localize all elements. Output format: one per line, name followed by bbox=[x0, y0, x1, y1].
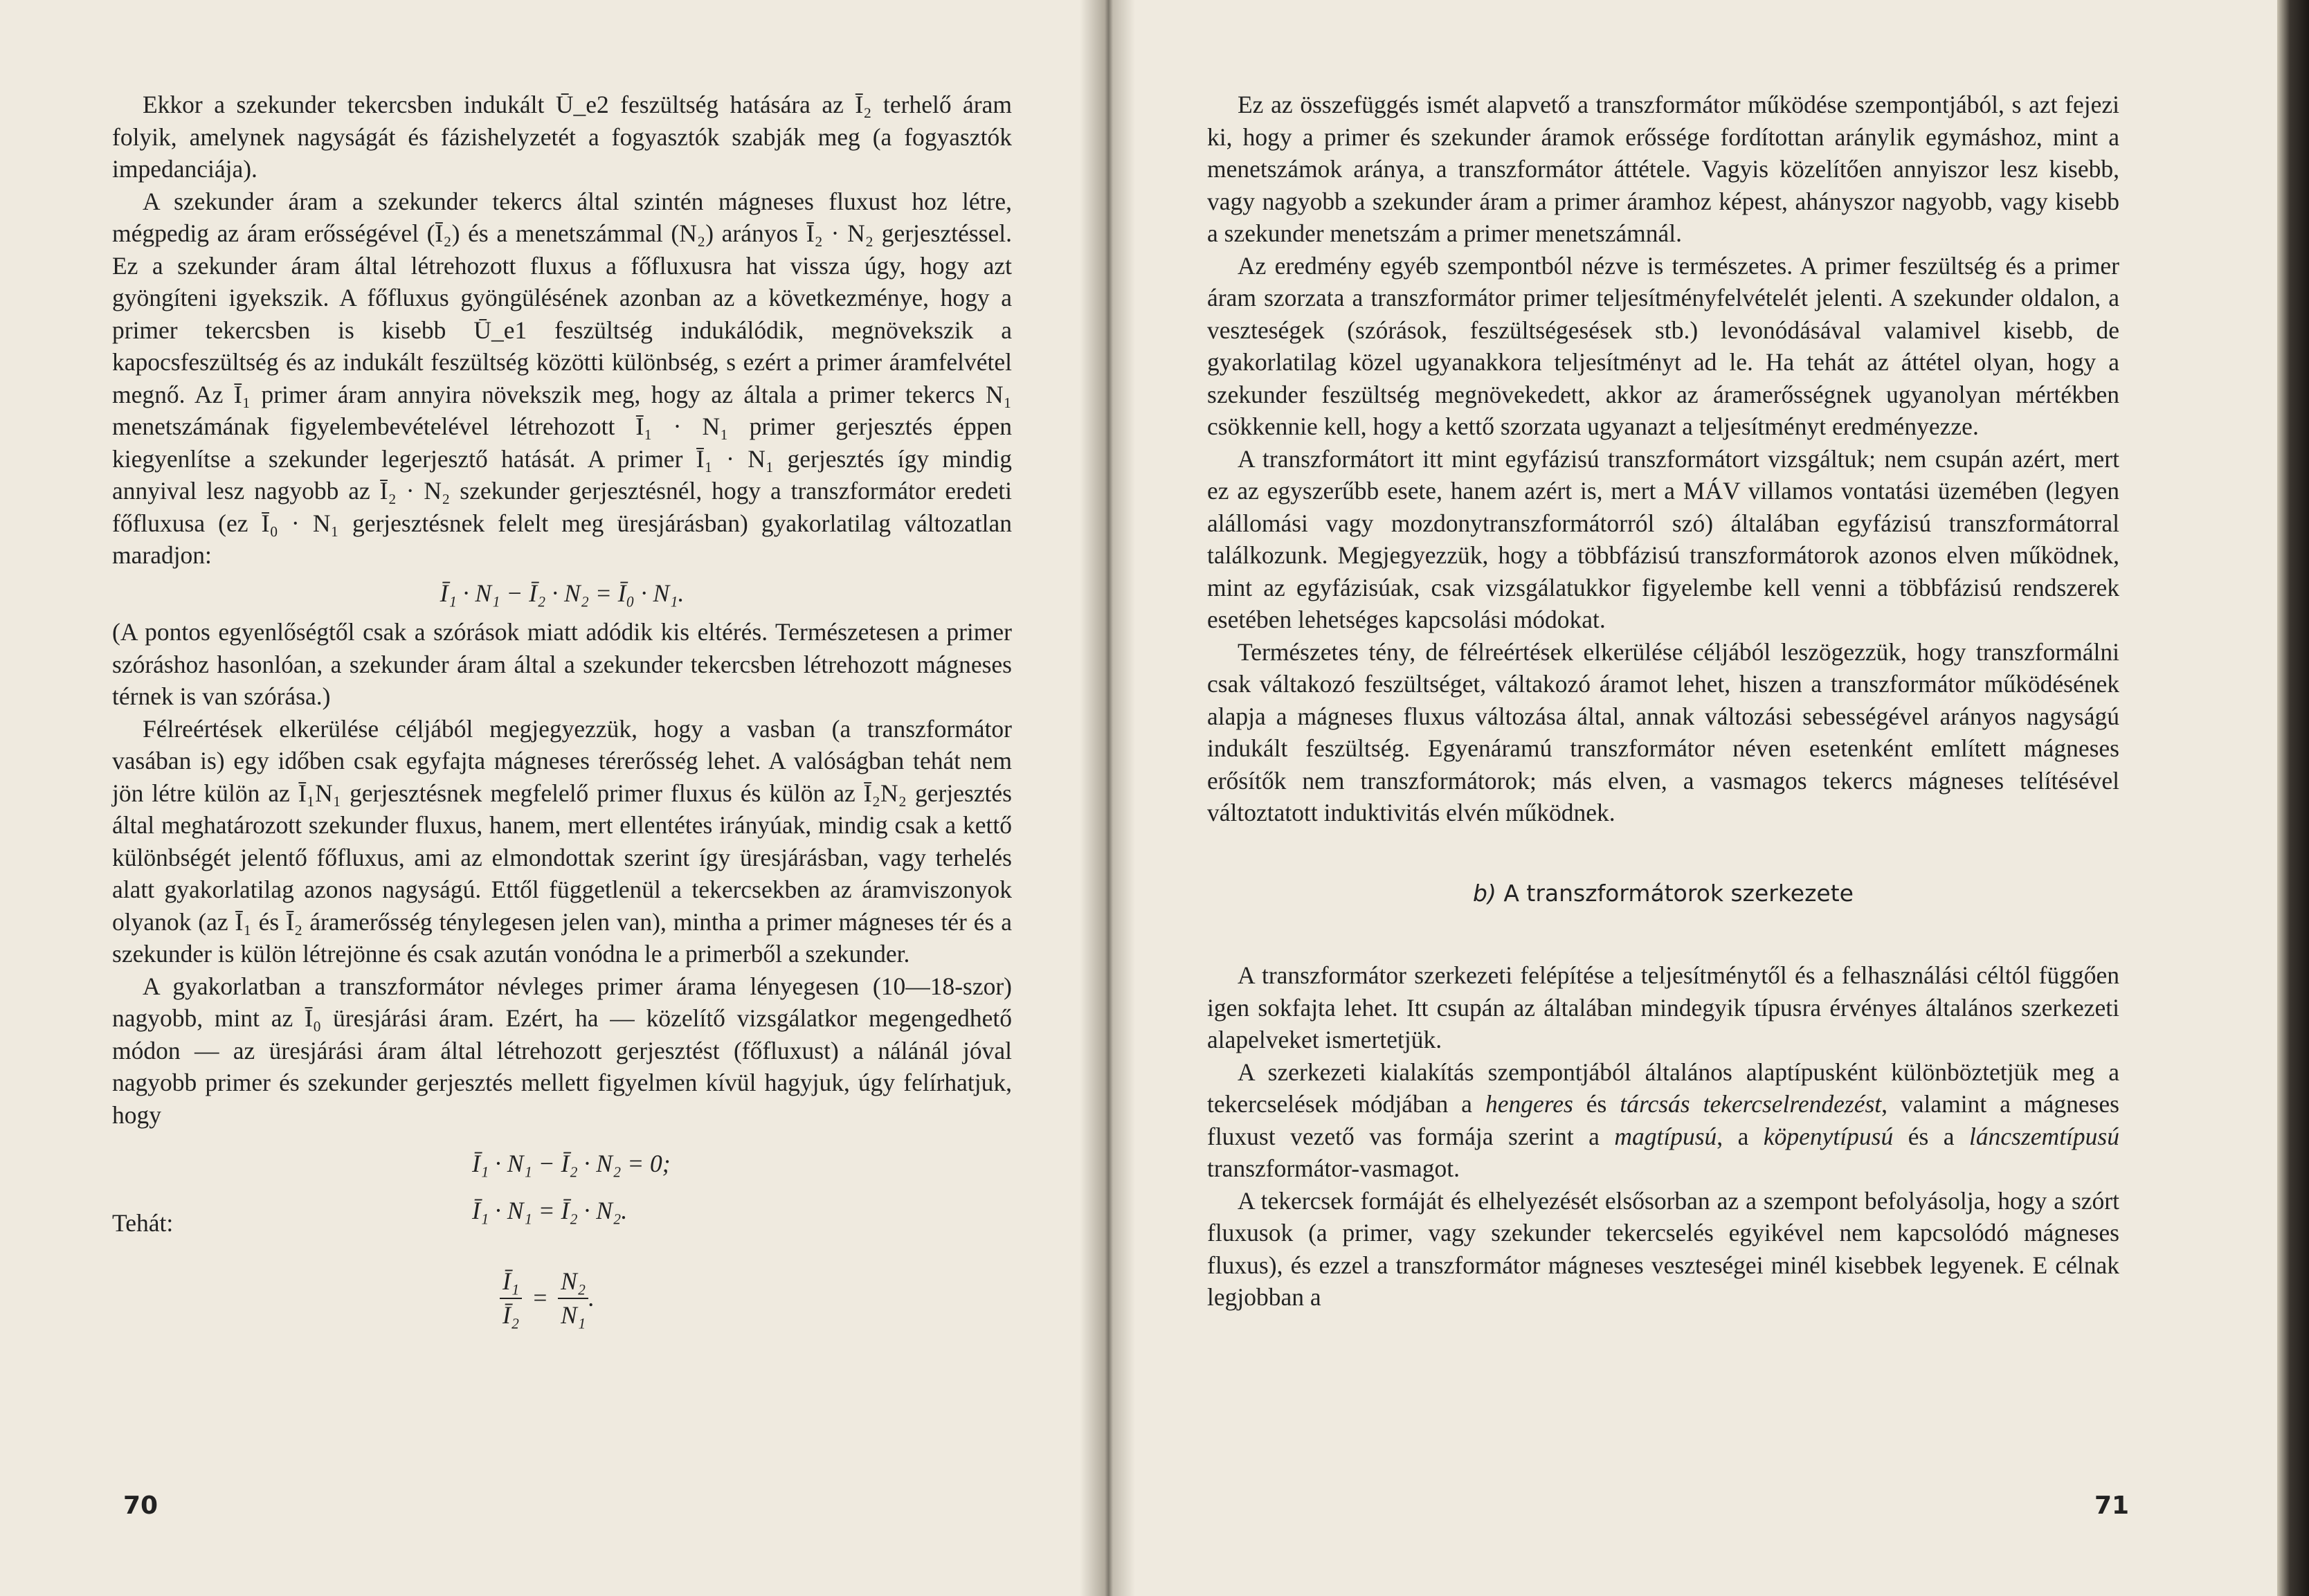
label-tehat: Tehát: bbox=[112, 1209, 174, 1237]
text-run: A szerkezeti kialakítás szempontjából általános alaptípusként különböztetjük meg a tekercselések módjában a bbox=[1207, 1058, 2119, 1118]
text-run: és a bbox=[1893, 1122, 1970, 1150]
emphasis: magtípusú bbox=[1614, 1122, 1717, 1150]
paragraph: A transzformátor szerkezeti felépítése a teljesítménytől és a felhasználási céltól függően igen sokfajta lehet. Itt csupán az általában mindegyik típusra érvényes általános szerkezeti alapelveket ismertetjük. bbox=[1207, 961, 2119, 1053]
numerator: Ī₁ bbox=[500, 1265, 522, 1299]
section-heading bbox=[1207, 878, 2119, 910]
right-page bbox=[1105, 0, 2295, 1596]
left-text-block bbox=[112, 89, 1012, 1348]
formula-group bbox=[112, 1141, 1012, 1348]
period: . bbox=[588, 1284, 595, 1312]
equation: Ī₁ · N₁ = Ī₂ · N₂. bbox=[472, 1197, 628, 1224]
paragraph: Ekkor a szekunder tekercsben indukált Ū_e2 feszültség hatására az Ī₂ terhelő áram folyik, amelynek nagyságát és fázishelyzetét a fogyasztók szabják meg (a fogyasztók impedanciája). bbox=[112, 91, 1012, 183]
paragraph: Az eredmény egyéb szempontból nézve is természetes. A primer feszültség és a primer áram szorzata a transzformátor primer teljesítményfelvételét jelenti. A szekunder oldalon, a veszteségek (szórások, feszültségesések stb.) levonódásával valamivel kisebb, de gyakorlatilag közel ugyanakkora teljesítményt ad le. Ha tehát az áttétel olyan, hogy a szekunder feszültség megnövekedett, akkor az áramerősségnek ugyanolyan mértékben csökkennie kell, hogy a kettő szorzata ugyanazt a teljesítményt eredményezze. bbox=[1207, 251, 2119, 440]
paragraph: A tekercsek formáját és elhelyezését elsősorban az a szempont befolyásolja, hogy a szórt fluxusok (a primer, vagy szekunder tekercselés egyikével nem kapcsolódó mágneses fluxus), és ezzel a transzformátor mágneses veszteségei minél kisebbek legyenek. E célnak legjobban a bbox=[1207, 1186, 2119, 1311]
denominator: N₁ bbox=[561, 1300, 586, 1329]
text-run: transzformátor-vasmagot. bbox=[1207, 1154, 1460, 1182]
emphasis: láncszemtípusú bbox=[1969, 1122, 2119, 1150]
fraction bbox=[500, 1265, 522, 1331]
paragraph: A gyakorlatban a transzformátor névleges primer árama lényegesen (10—18-szor) nagyobb, mint az Ī₀ üresjárási áram. Ezért, ha — közelítő vizsgálatkor megengedhető módon — az üresjárási áram által létrehozott gerjesztést (főfluxust) a nálánál jóval nagyobb primer és szekunder gerjesztés mellett figyelmen kívül hagyjuk, úgy felírhatjuk, hogy bbox=[112, 972, 1012, 1129]
paragraph: Félreértések elkerülése céljából megjegyezzük, hogy a vasban (a transzformátor vasában is) egy időben csak egyfajta mágneses térerősség lehet. A valóságban tehát nem jön létre külön az Ī₁N₁ gerjesztésnek megfelelő primer fluxus és külön az Ī₂N₂ gerjesztés által meghatározott szekunder fluxus, hanem, mert ellentétes irányúak, mindig csak a kettő különbségét jelentő főfluxus, ami az elmondottak szerint így üresjárásban, vagy terhelés alatt gyakorlatilag azonos nagyságú. Ettől függetlenül a tekercsekben az áramviszonyok olyanok (az Ī₁ és Ī₂ áramerősség ténylegesen jelen van), mintha a primer mágneses tér és a szekunder is külön létrejönne és csak azután vonódna le a primerből a szekunder. bbox=[112, 714, 1012, 968]
fraction-equation bbox=[500, 1265, 595, 1331]
book-gutter-shadow bbox=[1080, 0, 1135, 1596]
paragraph: A transzformátort itt mint egyfázisú transzformátort vizsgáltuk; nem csupán azért, mert ez az egyszerűbb esete, hanem azért is, mert a MÁV villamos vontatási üzemében (legyen alállomási vagy mozdonytranszformátorról szó) általában egyfázisú transzformátorral találkozunk. Megjegyezzük, hogy a többfázisú transzformátorok azonos elven működnek, mint az egyfázisúak, csak vizsgálatukkor figyelembe kell venni a többfázisú rendszerek esetében lehetséges kapcsolási módokat. bbox=[1207, 444, 2119, 633]
paragraph: Ez az összefüggés ismét alapvető a transzformátor működése szempontjából, s azt fejezi ki, hogy a primer és szekunder áramok erőssége fordítottan aránylik egymáshoz, mint a menetszámok aránya, a transzformátor áttétele. Vagyis közelítően annyiszor lesz kisebb, vagy nagyobb a szekunder áram a primer áramhoz képest, ahányszor nagyobb, vagy kisebb a szekunder menetszám a primer menetszámnál. bbox=[1207, 91, 2119, 247]
equals-sign: = bbox=[532, 1284, 549, 1312]
fraction bbox=[558, 1265, 588, 1331]
paragraph: Természetes tény, de félreértések elkerülése céljából leszögezzük, hogy transzformálni csak váltakozó feszültséget, váltakozó áramot lehet, hiszen a transzformátor működésének alapja a mágneses fluxus változása által, annak változási sebességével arányos nagyságú indukált feszültség. Egyenáramú transzformátor néven esetenként említett mágneses erősítők nem transzformátorok; más elven, a vasmagos tekercs mágneses telítésével változtatott induktivitás elvén működnek. bbox=[1207, 637, 2119, 826]
right-text-block bbox=[1207, 89, 2119, 1314]
left-page bbox=[0, 0, 1105, 1596]
page-number: 71 bbox=[2094, 1491, 2130, 1520]
paragraph: A szekunder áram a szekunder tekercs által szintén mágneses fluxust hoz létre, mégpedig az áram erősségével (Ī₂) és a menetszámmal (N₂) arányos Ī₂ · N₂ gerjesztéssel. Ez a szekunder áram által létrehozott fluxus a főfluxusra hat vissza úgy, hogy azt gyöngíteni igyekszik. A főfluxus gyöngülésének azonban az a következménye, hogy a primer tekercsben is kisebb Ū_e1 feszültség indukálódik, megnövekszik a kapocsfeszültség és az indukált feszültség közötti különbség, s ezért a primer áramfelvétel megnő. Az Ī₁ primer áram annyira növekszik meg, hogy az általa a primer tekercs N₁ menetszámának figyelembevételével létrehozott Ī₁ · N₁ primer gerjesztés éppen kiegyenlítse a szekunder legerjesztő hatását. A primer Ī₁ · N₁ gerjesztés így mindig annyival lesz nagyobb az Ī₂ · N₂ szekunder gerjesztésnél, hogy a transzformátor eredeti főfluxusa (ez Ī₀ · N₁ gerjesztésnek felelt meg üresjárásban) gyakorlatilag változatlan maradjon: bbox=[112, 187, 1012, 569]
equation: Ī₁ · N₁ − Ī₂ · N₂ = 0; bbox=[472, 1150, 671, 1177]
text-run: , valamint a mágneses fluxust vezető vas formája szerint a bbox=[1207, 1090, 2119, 1150]
paragraph bbox=[1207, 1056, 2119, 1185]
paragraph: (A pontos egyenlőségtől csak a szórások miatt adódik kis eltérés. Természetesen a primer szóráshoz hasonlóan, a szekunder áram által a szekunder tekercsben létrehozott mágneses térnek is van szórása.) bbox=[112, 618, 1012, 710]
emphasis: tárcsás tekercselrendezést bbox=[1620, 1090, 1882, 1118]
page-edge-shadow bbox=[2277, 0, 2309, 1596]
emphasis: hengeres bbox=[1485, 1090, 1573, 1118]
emphasis: köpenytípusú bbox=[1763, 1122, 1894, 1150]
equation: Ī₁ · N₁ − Ī₂ · N₂ = Ī₀ · N₁. bbox=[440, 579, 685, 607]
text-run: és bbox=[1573, 1090, 1620, 1118]
heading-text: A transzformátorok szerkezete bbox=[1503, 879, 1854, 907]
heading-prefix: b) bbox=[1473, 879, 1496, 907]
page-number: 70 bbox=[123, 1491, 159, 1520]
denominator: Ī₂ bbox=[502, 1300, 520, 1329]
numerator: N₂ bbox=[558, 1265, 588, 1299]
text-run: , a bbox=[1717, 1122, 1764, 1150]
